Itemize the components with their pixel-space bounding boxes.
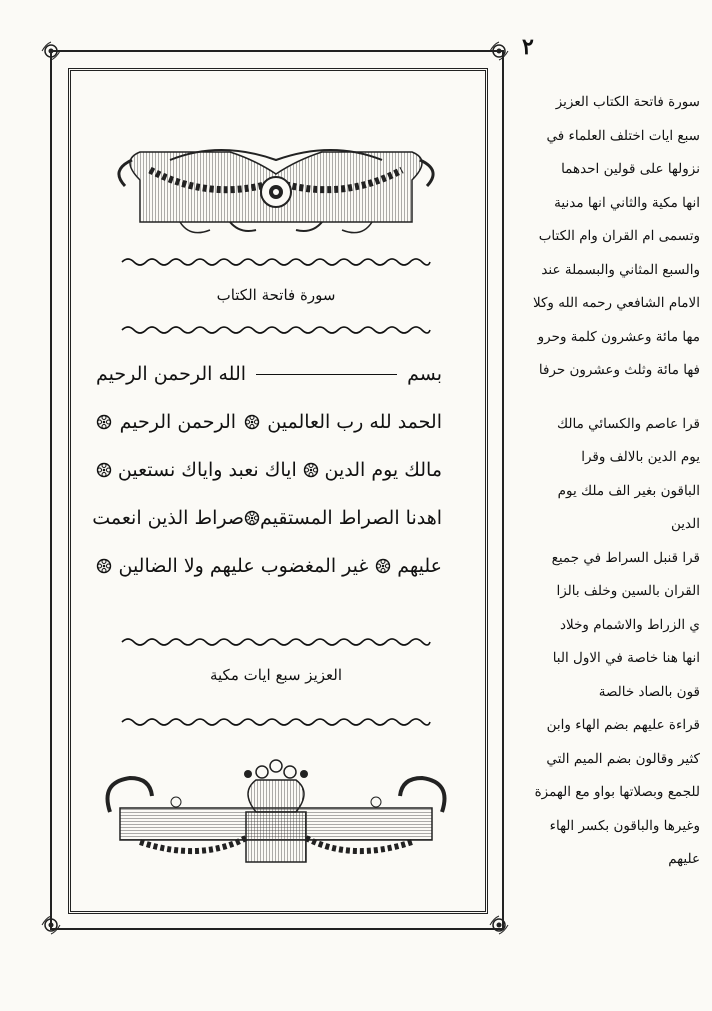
divider-ornament (120, 322, 432, 338)
verse-segment: صراط الذين انعمت (92, 507, 244, 529)
verse-rosette-icon (244, 414, 260, 430)
commentary-line: يوم الدين بالالف وقرا (581, 449, 700, 465)
verse-segment: عليهم (397, 555, 442, 577)
quran-text (92, 350, 442, 590)
verse-line (96, 398, 442, 446)
verse-rosette-icon (96, 414, 112, 430)
basmala-start: بسم (407, 363, 442, 385)
verse-segment: مالك يوم الدين (324, 459, 442, 481)
footer-label: العزيز سبع ايات مكية (209, 666, 342, 684)
commentary-line: والسبع المثاني والبسملة عند (541, 261, 700, 278)
commentary-line: سورة فاتحة الكتاب العزيز (555, 94, 700, 110)
corner-ornament-icon (40, 914, 62, 936)
basmala-line (96, 350, 442, 398)
commentary-line: فها مائة وثلث وعشرون حرفا (538, 362, 700, 378)
basmala-extension (256, 374, 397, 375)
verse-rosette-icon (303, 462, 319, 478)
commentary-line: وتسمى ام القران وام الكتاب (538, 228, 700, 244)
commentary-line: ي الزراط والاشمام وخلاد (560, 616, 700, 633)
corner-ornament-icon (488, 914, 510, 936)
surah-title: سورة فاتحة الكتاب (216, 286, 336, 304)
basmala-rest: الله الرحمن الرحيم (96, 363, 247, 385)
commentary-line: سبع ايات اختلف العلماء في (546, 127, 700, 144)
verse-line (92, 494, 442, 542)
bottom-ornament-panel (80, 752, 472, 868)
commentary-line: قرا قنبل السراط في جميع (551, 549, 700, 566)
verse-segment: الرحمن الرحيم (119, 411, 237, 433)
commentary-line: وغيرها والباقون بكسر الهاء (549, 817, 700, 834)
commentary-line: انها مكية والثاني انها مدنية (554, 194, 700, 211)
verse-segment: اياك نعبد واياك نستعين (117, 459, 297, 481)
commentary-line: انها هنا خاصة في الاول البا (552, 650, 700, 666)
verse-line (96, 446, 442, 494)
commentary-line: القران بالسين وخلف بالزا (556, 583, 700, 599)
commentary-line: قون بالصاد خالصة (598, 683, 700, 700)
commentary-line: الامام الشافعي رحمه الله وكلا (532, 295, 700, 311)
commentary-line: قرا عاصم والكسائي مالك (557, 415, 700, 432)
commentary-line: الدين (671, 516, 700, 532)
divider-ornament (120, 254, 432, 270)
verse-segment: الحمد لله رب العالمين (267, 411, 442, 433)
commentary-line: نزولها على قولين احدهما (561, 161, 700, 177)
commentary-line: كثير وقالون بضم الميم التي (546, 750, 700, 767)
corner-ornament-icon (40, 40, 62, 62)
commentary-line: للجمع وبصلاتها بواو مع الهمزة (534, 784, 700, 800)
commentary-line: قراءة عليهم بضم الهاء وابن (546, 717, 700, 733)
verse-rosette-icon (96, 462, 112, 478)
top-ornament-panel (80, 130, 472, 242)
corner-ornament-icon (488, 40, 510, 62)
verse-line (96, 542, 442, 590)
verse-segment: غير المغضوب عليهم ولا الضالين (118, 555, 369, 577)
commentary-line: مها مائة وعشرون كلمة وحرو (537, 328, 700, 345)
divider-ornament (120, 714, 432, 730)
margin-commentary (506, 86, 700, 877)
verse-rosette-icon (375, 558, 391, 574)
commentary-line: الباقون بغير الف ملك يوم (557, 482, 700, 499)
verse-rosette-icon (96, 558, 112, 574)
divider-ornament (120, 634, 432, 650)
verse-rosette-icon (244, 510, 260, 526)
commentary-line: عليهم (668, 851, 700, 867)
verse-segment: اهدنا الصراط المستقيم (259, 507, 442, 529)
page-number: ٢ (522, 34, 534, 60)
